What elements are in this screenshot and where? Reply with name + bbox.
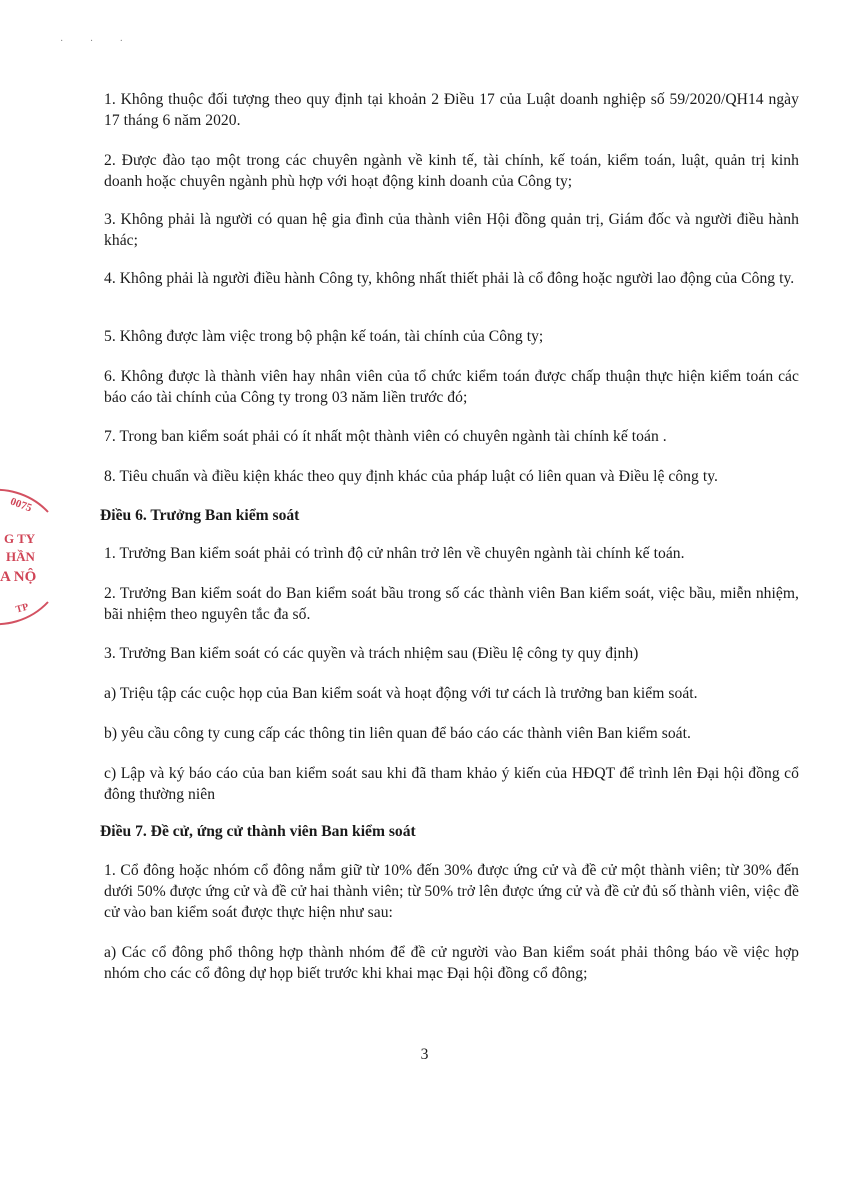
stamp-line-5: TP: [14, 601, 30, 616]
article-6-para-b: b) yêu cầu công ty cung cấp các thông tin liên quan để báo cáo các thành viên Ban kiểm soát.: [104, 725, 691, 742]
criterion-1: 1. Không thuộc đối tượng theo quy định tại khoản 2 Điều 17 của Luật doanh nghiệp số 59/2020/QH14 ngày 17 tháng 6 năm 2020.: [104, 91, 799, 129]
article-6-heading: Điều 6. Trưởng Ban kiểm soát: [100, 507, 300, 524]
article-6-para-2: 2. Trưởng Ban kiểm soát do Ban kiểm soát bầu trong số các thành viên Ban kiểm soát, việc bầu, miễn nhiệm, bãi nhiệm theo nguyên tắc đa số.: [104, 585, 799, 623]
stamp-line-2: G TY: [4, 531, 36, 546]
article-7-para-a: a) Các cổ đông phổ thông hợp thành nhóm để đề cử người vào Ban kiểm soát phải thông báo về việc hợp nhóm cho các cổ đông dự họp biết trước khi khai mạc Đại hội đồng cổ đông;: [104, 944, 799, 982]
criterion-8: 8. Tiêu chuẩn và điều kiện khác theo quy định khác của pháp luật có liên quan và Điều lệ công ty.: [104, 468, 718, 485]
article-6-para-1: 1. Trưởng Ban kiểm soát phải có trình độ cử nhân trở lên về chuyên ngành tài chính kế toán.: [104, 545, 685, 562]
page-number: 3: [420, 1046, 429, 1063]
article-6-para-a: a) Triệu tập các cuộc họp của Ban kiểm soát và hoạt động với tư cách là trưởng ban kiểm soát.: [104, 685, 698, 702]
criterion-3: 3. Không phải là người có quan hệ gia đình của thành viên Hội đồng quản trị, Giám đốc và người điều hành khác;: [104, 211, 799, 249]
criterion-7: 7. Trong ban kiểm soát phải có ít nhất một thành viên có chuyên ngành tài chính kế toán .: [104, 428, 667, 445]
article-7-para-1: 1. Cổ đông hoặc nhóm cổ đông nắm giữ từ 10% đến 30% được ứng cử và đề cử một thành viên; từ 30% đến dưới 50% được ứng cử và đề cử hai thành viên; từ 50% trở lên được ứng cử và đề cử đủ số thành viên, việc đề cử vào ban kiểm soát được thực hiện như sau:: [104, 862, 799, 921]
criterion-6: 6. Không được là thành viên hay nhân viên của tổ chức kiểm toán được chấp thuận thực hiện kiểm toán các báo cáo tài chính của Công ty trong 03 năm liền trước đó;: [104, 368, 799, 406]
article-7-heading: Điều 7. Đề cử, ứng cử thành viên Ban kiểm soát: [100, 823, 416, 840]
scan-specks: · · ·: [60, 36, 135, 47]
criterion-5: 5. Không được làm việc trong bộ phận kế toán, tài chính của Công ty;: [104, 328, 544, 345]
stamp-line-4: A NỘ: [0, 569, 37, 585]
criterion-2: 2. Được đào tạo một trong các chuyên ngành về kinh tế, tài chính, kế toán, kiểm toán, luật, quản trị kinh doanh hoặc chuyên ngành phù hợp với hoạt động kinh doanh của Công ty;: [104, 152, 799, 190]
article-6-para-c: c) Lập và ký báo cáo của ban kiểm soát sau khi đã tham khảo ý kiến của HĐQT để trình lên Đại hội đồng cổ đông thường niên: [104, 765, 799, 803]
stamp-line-3: HẦN: [6, 549, 35, 564]
criterion-4: 4. Không phải là người điều hành Công ty, không nhất thiết phải là cổ đông hoặc người lao động của Công ty.: [104, 270, 795, 287]
stamp-line-1: 0075: [8, 495, 34, 515]
company-stamp-fragment: [0, 482, 60, 642]
article-6-para-3: 3. Trưởng Ban kiểm soát có các quyền và trách nhiệm sau (Điều lệ công ty quy định): [104, 645, 639, 662]
